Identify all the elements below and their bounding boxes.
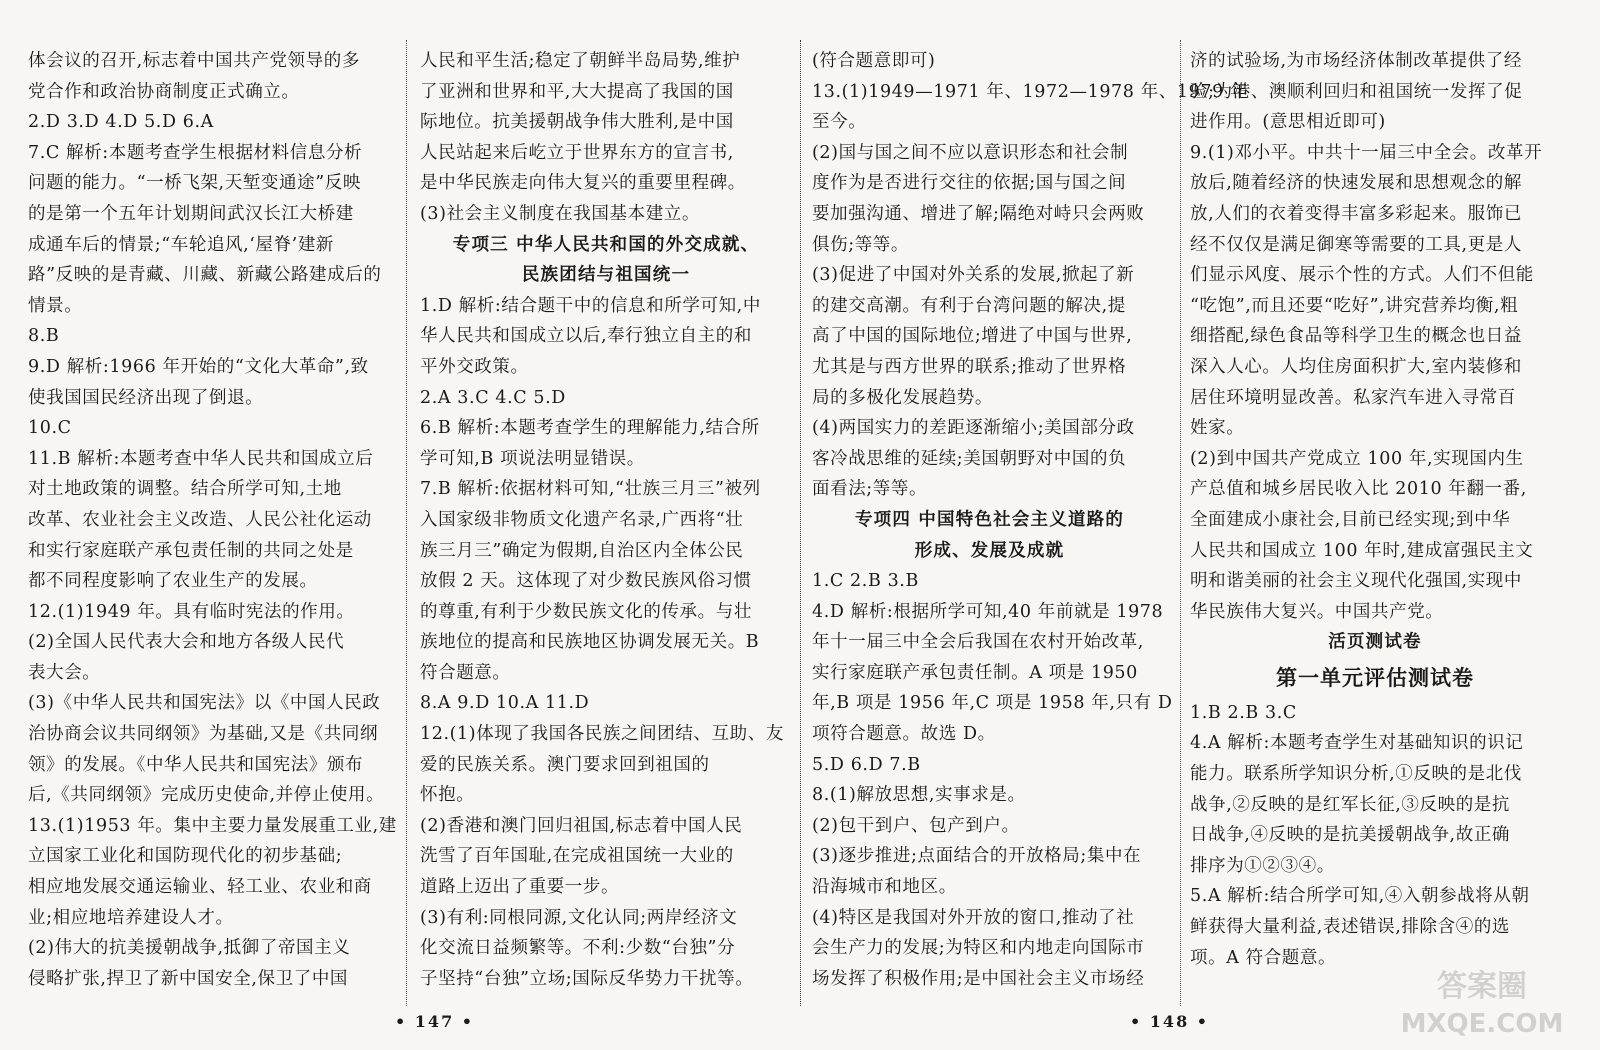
text-line: 俱伤;等等。 bbox=[812, 234, 909, 255]
text-line: 全面建成小康社会,目前已经实现;到中华 bbox=[1190, 509, 1511, 530]
text-line: 学可知,B 项说法明显错误。 bbox=[420, 448, 645, 469]
text-line: 体会议的召开,标志着中国共产党领导的多 bbox=[28, 51, 360, 71]
text-line: (2)香港和澳门回归祖国,标志着中国人民 bbox=[420, 815, 743, 836]
text-line: 年,B 项是 1956 年,C 项是 1958 年,只有 D bbox=[812, 693, 1173, 714]
page-number-left: • 147 • bbox=[395, 1012, 474, 1031]
text-line: 高了中国的国际地位;增进了中国与世界, bbox=[812, 326, 1133, 347]
text-line: 符合题意。 bbox=[420, 662, 511, 683]
text-line: 立国家工业化和国防现代化的初步基础; bbox=[28, 846, 343, 867]
text-line: 业;相应地培养建设人才。 bbox=[28, 907, 234, 928]
text-line: 和实行家庭联产承包责任制的共同之处是 bbox=[28, 540, 354, 561]
column-1 bbox=[28, 46, 398, 994]
text-line: 的尊重,有利于少数民族文化的传承。与壮 bbox=[420, 601, 752, 622]
text-line: 13.(1)1949—1971 年、1972—1978 年、1979 年 bbox=[812, 81, 1249, 102]
text-line: 相应地发展交通运输业、轻工业、农业和商 bbox=[28, 877, 372, 898]
text-line: (3)逐步推进;点面结合的开放格局;集中在 bbox=[812, 846, 1142, 867]
text-line: 产总值和城乡居民收入比 2010 年翻一番, bbox=[1190, 479, 1527, 500]
section-heading: 专项四 中国特色社会主义道路的 bbox=[854, 509, 1125, 530]
text-line: 能力。联系所学知识分析,①反映的是北伐 bbox=[1190, 764, 1522, 785]
text-line: 表大会。 bbox=[28, 662, 101, 683]
text-line: 怀抱。 bbox=[420, 785, 475, 806]
text-line: 爱的民族关系。澳门要求回到祖国的 bbox=[420, 754, 710, 775]
text-line: 面看法;等等。 bbox=[812, 479, 928, 500]
text-line: 4.A 解析:本题考查学生对基础知识的识记 bbox=[1190, 733, 1524, 754]
text-line: 局的多极化发展趋势。 bbox=[812, 387, 993, 408]
text-line: 战争,②反映的是红军长征,③反映的是抗 bbox=[1190, 794, 1511, 815]
text-line: 族三月三”确定为假期,自治区内全体公民 bbox=[420, 540, 744, 561]
text-line: 2.A 3.C 4.C 5.D bbox=[420, 387, 566, 408]
text-line: 问题的能力。“一桥飞架,天堑变通途”反映 bbox=[28, 173, 361, 194]
text-line: 放后,随着经济的快速发展和思想观念的解 bbox=[1190, 173, 1522, 194]
text-line: 的是第一个五年计划期间武汉长江大桥建 bbox=[28, 203, 354, 224]
text-line: 化交流日益频繁等。不利:少数“台独”分 bbox=[420, 938, 736, 959]
text-line: 族地位的提高和民族地区协调发展无关。B bbox=[420, 632, 760, 653]
column-divider-right bbox=[1180, 40, 1181, 1006]
text-line: 要加强沟通、增进了解;隔绝对峙只会两败 bbox=[812, 203, 1145, 224]
text-line: 华人民共和国成立以后,奉行独立自主的和 bbox=[420, 326, 752, 347]
text-line: 5.A 解析:结合所学可知,④入朝参战将从朝 bbox=[1190, 886, 1530, 907]
text-line: 人民和平生活;稳定了朝鲜半岛局势,维护 bbox=[420, 51, 741, 71]
text-line: 会生产力的发展;为特区和内地走向国际市 bbox=[812, 938, 1145, 959]
watermark-line-2: MXQE.COM bbox=[1400, 1009, 1564, 1039]
text-line: 验;为港、澳顺利回归和祖国统一发挥了促 bbox=[1190, 81, 1523, 102]
section-heading: 活页测试卷 bbox=[1328, 632, 1422, 653]
text-line: 华民族伟大复兴。中国共产党。 bbox=[1190, 601, 1444, 622]
text-line: 情景。 bbox=[28, 295, 83, 316]
text-line: 实行家庭联产承包责任制。A 项是 1950 bbox=[812, 662, 1138, 683]
text-line: (2)包干到户、包产到户。 bbox=[812, 815, 1020, 836]
text-line: 侵略扩张,捍卫了新中国安全,保卫了中国 bbox=[28, 968, 349, 989]
text-line: 4.D 解析:根据所学可知,40 年前就是 1978 bbox=[812, 601, 1164, 622]
text-line: 2.D 3.D 4.D 5.D 6.A bbox=[28, 112, 214, 133]
text-line: 项。A 符合题意。 bbox=[1190, 947, 1337, 968]
text-line: 改革、农业社会主义改造、人民公社化运动 bbox=[28, 509, 372, 530]
page-number-right: • 148 • bbox=[1130, 1012, 1209, 1031]
text-line: (3)《中华人民共和国宪法》以《中国人民政 bbox=[28, 693, 381, 714]
text-line: (4)特区是我国对外开放的窗口,推动了社 bbox=[812, 907, 1135, 928]
text-line: 是中华民族走向伟大复兴的重要里程碑。 bbox=[420, 173, 746, 194]
text-line: (3)促进了中国对外关系的发展,掀起了新 bbox=[812, 265, 1135, 286]
text-line: 经不仅仅是满足御寒等需要的工具,更是人 bbox=[1190, 234, 1522, 255]
text-line: (4)两国实力的差距逐渐缩小;美国部分政 bbox=[812, 418, 1135, 439]
column-divider-left bbox=[406, 40, 407, 1006]
text-line: 13.(1)1953 年。集中主要力量发展重工业,建 bbox=[28, 815, 397, 836]
text-line: 的建交高潮。有利于台湾问题的解决,提 bbox=[812, 295, 1126, 316]
text-line: 入国家级非物质文化遗产名录,广西将“壮 bbox=[420, 509, 744, 530]
text-line: 使我国国民经济出现了倒退。 bbox=[28, 387, 264, 408]
test-paper-title: 第一单元评估测试卷 bbox=[1276, 664, 1474, 690]
column-2 bbox=[420, 46, 792, 994]
text-line: 项符合题意。故选 D。 bbox=[812, 724, 996, 745]
text-line: 9.D 解析:1966 年开始的“文化大革命”,致 bbox=[28, 356, 369, 377]
text-line: 7.B 解析:依据材料可知,“壮族三月三”被列 bbox=[420, 479, 761, 500]
text-line: 12.(1)1949 年。具有临时宪法的作用。 bbox=[28, 601, 355, 622]
text-line: 放假 2 天。这体现了对少数民族风俗习惯 bbox=[420, 571, 752, 592]
text-line: 对土地政策的调整。结合所学可知,土地 bbox=[28, 479, 342, 500]
text-line: 姓家。 bbox=[1190, 418, 1245, 439]
text-line: 际地位。抗美援朝战争伟大胜利,是中国 bbox=[420, 112, 734, 133]
text-line: 日战争,④反映的是抗美援朝战争,故正确 bbox=[1190, 825, 1511, 846]
text-line: 深入人心。人均住房面积扩大,室内装修和 bbox=[1190, 356, 1522, 377]
text-line: 5.D 6.D 7.B bbox=[812, 754, 921, 775]
text-line: (符合题意即可) bbox=[812, 51, 936, 71]
text-line: (3)社会主义制度在我国基本建立。 bbox=[420, 203, 700, 224]
text-line: 8.B bbox=[28, 326, 60, 347]
text-line: 进作用。(意思相近即可) bbox=[1190, 112, 1386, 133]
text-line: (2)全国人民代表大会和地方各级人民代 bbox=[28, 632, 345, 653]
text-line: 12.(1)体现了我国各民族之间团结、互助、友 bbox=[420, 724, 784, 745]
text-line: 鲜获得大量利益,表述错误,排除含④的选 bbox=[1190, 917, 1511, 938]
text-line: 年十一届三中全会后我国在农村开始改革, bbox=[812, 632, 1144, 653]
watermark-logo-icon bbox=[1382, 962, 1582, 1042]
text-line: 排序为①②③④。 bbox=[1190, 855, 1335, 876]
text-line: 成通车后的情景;“车轮追风,‘屋脊’建新 bbox=[28, 234, 335, 255]
text-line: 1.D 解析:结合题干中的信息和所学可知,中 bbox=[420, 295, 761, 316]
text-line: 度作为是否进行交往的依据;国与国之间 bbox=[812, 173, 1127, 194]
text-line: 10.C bbox=[28, 418, 72, 439]
text-line: 放,人们的衣着变得丰富多彩起来。服饰已 bbox=[1190, 203, 1522, 224]
text-line: 人民站起来后屹立于世界东方的宣言书, bbox=[420, 142, 734, 163]
text-line: 7.C 解析:本题考查学生根据材料信息分析 bbox=[28, 142, 363, 163]
text-line: 子坚持“台独”立场;国际反华势力干扰等。 bbox=[420, 968, 754, 989]
text-line: 沿海城市和地区。 bbox=[812, 877, 957, 898]
text-line: 路”反映的是青藏、川藏、新藏公路建成后的 bbox=[28, 265, 382, 286]
text-line: 后,《共同纲领》完成历史使命,并停止使用。 bbox=[28, 785, 385, 806]
section-heading: 民族团结与祖国统一 bbox=[521, 265, 691, 286]
text-line: (2)国与国之间不应以意识形态和社会制 bbox=[812, 142, 1129, 163]
text-line: 1.C 2.B 3.B bbox=[812, 571, 919, 592]
text-line: 至今。 bbox=[812, 112, 867, 133]
text-line: 尤其是与西方世界的联系;推动了世界格 bbox=[812, 356, 1127, 377]
text-line: 8.A 9.D 10.A 11.D bbox=[420, 693, 590, 714]
text-line: (2)到中国共产党成立 100 年,实现国内生 bbox=[1190, 448, 1524, 469]
text-line: 细搭配,绿色食品等科学卫生的概念也日益 bbox=[1190, 326, 1522, 347]
text-line: 了亚洲和世界和平,大大提高了我国的国 bbox=[420, 81, 734, 102]
text-line: 们显示风度、展示个性的方式。人们不但能 bbox=[1190, 265, 1534, 286]
section-heading: 形成、发展及成就 bbox=[914, 540, 1065, 561]
text-line: 6.B 解析:本题考查学生的理解能力,结合所 bbox=[420, 418, 760, 439]
page-gutter bbox=[800, 40, 801, 1006]
text-line: 治协商会议共同纲领》为基础,又是《共同纲 bbox=[28, 724, 379, 745]
text-line: 8.(1)解放思想,实事求是。 bbox=[812, 785, 1026, 806]
text-line: 人民共和国成立 100 年时,建成富强民主文 bbox=[1190, 540, 1534, 561]
text-line: 道路上迈出了重要一步。 bbox=[420, 877, 620, 898]
text-line: 1.B 2.B 3.C bbox=[1190, 702, 1297, 723]
watermark-line-1: 答案圈 bbox=[1437, 969, 1527, 1004]
text-line: 济的试验场,为市场经济体制改革提供了经 bbox=[1190, 51, 1522, 71]
text-line: 场发挥了积极作用;是中国社会主义市场经 bbox=[812, 968, 1145, 989]
text-line: 平外交政策。 bbox=[420, 356, 529, 377]
text-line: 9.(1)邓小平。中共十一届三中全会。改革开 bbox=[1190, 142, 1543, 163]
text-line: 洗雪了百年国耻,在完成祖国统一大业的 bbox=[420, 846, 734, 867]
text-line: 领》的发展。《中华人民共和国宪法》颁布 bbox=[28, 754, 364, 775]
text-line: “吃饱”,而且还要“吃好”,讲究营养均衡,粗 bbox=[1190, 295, 1519, 316]
text-line: 党合作和政治协商制度正式确立。 bbox=[28, 81, 300, 102]
text-line: 客冷战思维的延续;美国朝野对中国的负 bbox=[812, 448, 1127, 469]
section-heading: 专项三 中华人民共和国的外交成就、 bbox=[452, 234, 760, 255]
text-line: 都不同程度影响了农业生产的发展。 bbox=[28, 571, 318, 592]
text-line: 11.B 解析:本题考查中华人民共和国成立后 bbox=[28, 448, 374, 469]
text-line: 居住环境明显改善。私家汽车进入寻常百 bbox=[1190, 387, 1516, 408]
text-line: (2)伟大的抗美援朝战争,抵御了帝国主义 bbox=[28, 938, 351, 959]
text-line: (3)有利:同根同源,文化认同;两岸经济文 bbox=[420, 907, 738, 928]
column-4 bbox=[1190, 46, 1560, 973]
text-line: 明和谐美丽的社会主义现代化强国,实现中 bbox=[1190, 571, 1522, 592]
